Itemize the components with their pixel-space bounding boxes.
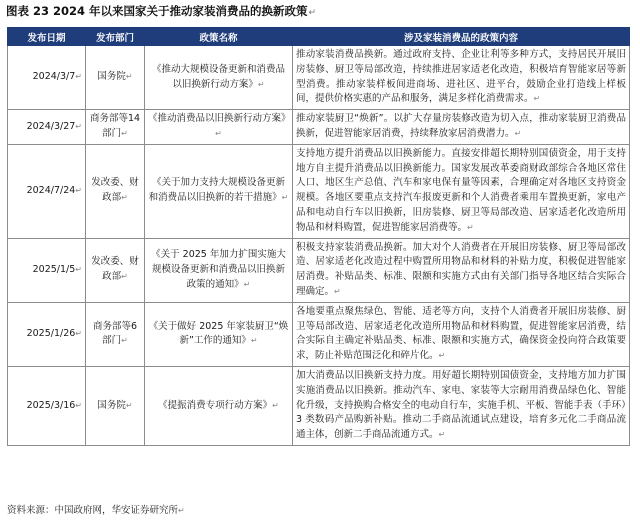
source-note: 资料来源：中国政府网，华安证券研究所↵ xyxy=(7,505,185,516)
cell-policy-name: 《提振消费专项行动方案》↵ xyxy=(145,366,293,445)
cell-dept: 国务院↵ xyxy=(86,46,145,110)
cell-policy-name: 《关于做好 2025 年家装厨卫“焕新”工作的通知》↵ xyxy=(145,302,293,366)
cell-policy-name: 《推动消费品以旧换新行动方案》↵ xyxy=(145,110,293,145)
cell-dept: 商务部等14部门↵ xyxy=(86,110,145,145)
cell-date: 2024/7/24↵ xyxy=(8,144,86,238)
cell-date: 2024/3/27↵ xyxy=(8,110,86,145)
cell-policy-name: 《关于加力支持大规模设备更新和消费品以旧换新的若干措施》↵ xyxy=(145,144,293,238)
cell-dept: 发改委、财政部↵ xyxy=(86,144,145,238)
policy-table xyxy=(7,27,630,446)
cell-policy-content: 积极支持家装消费品换新。加大对个人消费者在开展旧房装修、厨卫等局部改造、居家适老化改造过程中购置所用物品和材料的补贴力度，积极促进智能家居消费。补贴品类、标准、限额和实施方式由有关部门指导各地区结合实际合理确定。↵ xyxy=(293,238,630,302)
cell-date: 2025/1/26↵ xyxy=(8,302,86,366)
table-row xyxy=(8,366,630,445)
cell-policy-name: 《推动大规模设备更新和消费品以旧换新行动方案》↵ xyxy=(145,46,293,110)
cell-policy-content: 推动家装消费品换新。通过政府支持、企业让利等多种方式，支持居民开展旧房装修、厨卫等局部改造，持续推进居家适老化改造，积极培育智能家居等新型消费。推动家装样板间进商场、进社区、进平台，鼓励企业打造线上样板间，提供价格实惠的产品和服务，满足多样化消费需求。↵ xyxy=(293,46,630,110)
table-row xyxy=(8,144,630,238)
table-header-row xyxy=(8,28,630,46)
cell-policy-content: 各地要重点聚焦绿色、智能、适老等方向，支持个人消费者开展旧房装修、厨卫等局部改造、居家适老化改造所用物品和材料购置，促进智能家居消费，结合实际自主确定补贴品类、标准、限额和实施方式，确保资金投向符合政策要求，防止补贴范围泛化和碎片化。↵ xyxy=(293,302,630,366)
cell-dept: 发改委、财政部↵ xyxy=(86,238,145,302)
table-row xyxy=(8,238,630,302)
cell-policy-content: 推动家装厨卫“焕新”。以扩大存量房装修改造为切入点，推动家装厨卫消费品换新，促进智能家居消费，持续释放家居消费潜力。↵ xyxy=(293,110,630,145)
cell-date: 2025/1/5↵ xyxy=(8,238,86,302)
table-row xyxy=(8,302,630,366)
cell-policy-content: 支持地方提升消费品以旧换新能力。直接安排超长期特别国债资金，用于支持地方自主提升消费品以旧换新能力。国家发展改革委商财政部综合各地区常住人口、地区生产总值、汽车和家电保有量等因素，合理确定对各地区支持资金规模。各地区要重点支持汽车报废更新和个人消费者乘用车置换更新，家电产品和电动自行车以旧换新，旧房装修、厨卫等局部改造、居家适老化改造所用物品和材料购置，促进智能家居消费等。↵ xyxy=(293,144,630,238)
cell-date: 2025/3/16↵ xyxy=(8,366,86,445)
cell-dept: 商务部等6部门↵ xyxy=(86,302,145,366)
header-policy-name: 政策名称 xyxy=(145,28,293,46)
header-dept: 发布部门 xyxy=(86,28,145,46)
table-row xyxy=(8,110,630,145)
header-policy-content: 涉及家装消费品的政策内容 xyxy=(293,28,630,46)
cell-policy-content: 加大消费品以旧换新支持力度。用好超长期特别国债资金，支持地方加力扩围实施消费品以旧换新。推动汽车、家电、家装等大宗耐用消费品绿色化、智能化升级，支持换购合格安全的电动自行车，实施手机、平板、智能手表（手环）3 类数码产品购新补贴。推动二手商品流通试点建设，培育多元化二手商品流通主体，创新二手商品流通方式。↵ xyxy=(293,366,630,445)
figure-title: 图表 23 2024 年以来国家关于推动家装消费品的换新政策↵ xyxy=(6,4,317,18)
cell-dept: 国务院↵ xyxy=(86,366,145,445)
cell-date: 2024/3/7↵ xyxy=(8,46,86,110)
cell-policy-name: 《关于 2025 年加力扩围实施大规模设备更新和消费品以旧换新政策的通知》↵ xyxy=(145,238,293,302)
header-date: 发布日期 xyxy=(8,28,86,46)
table-row xyxy=(8,46,630,110)
